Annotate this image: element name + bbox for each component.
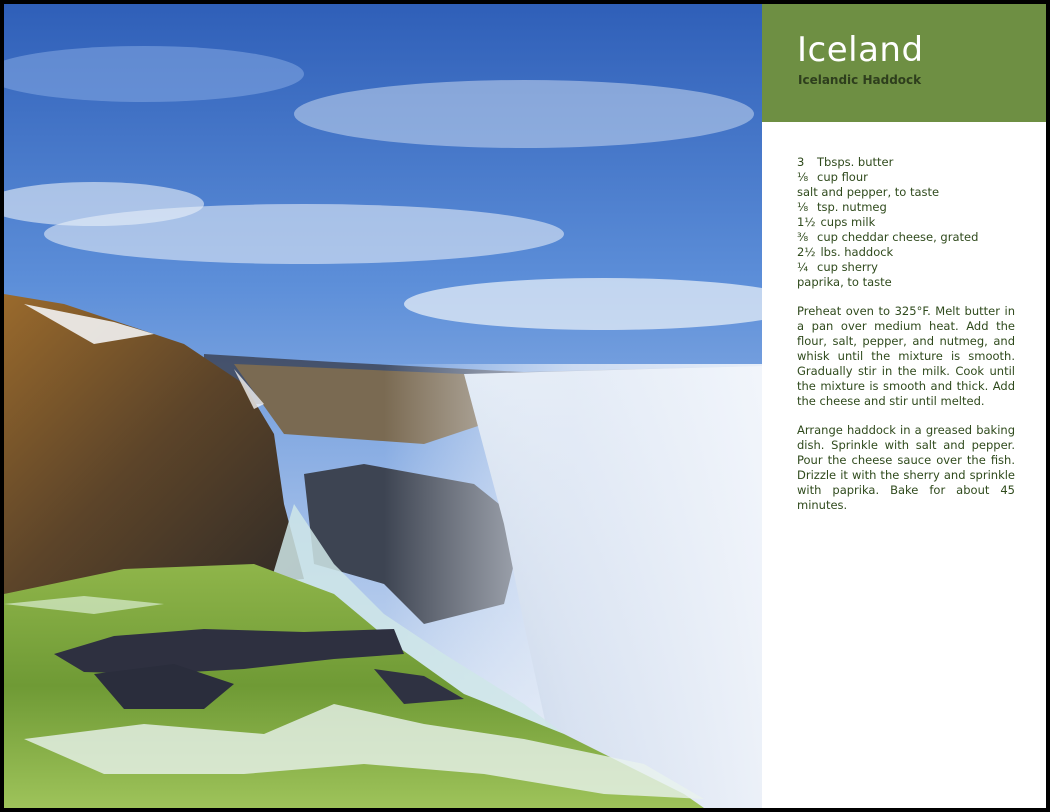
ingredient-item	[797, 275, 1015, 290]
ingredient-text: salt and pepper, to taste	[797, 185, 940, 199]
ingredient-text: cups milk	[820, 215, 876, 229]
ingredient-qty: ⅛	[797, 200, 809, 214]
title-banner	[762, 4, 1046, 122]
ingredient-qty: ⅛	[797, 170, 809, 184]
ingredient-qty: 1½	[797, 215, 816, 229]
ingredient-text: lbs. haddock	[820, 245, 894, 259]
ingredient-text: Tbsps. butter	[817, 155, 894, 169]
ingredient-item	[797, 245, 1015, 260]
ingredient-item	[797, 170, 1015, 185]
ingredient-text: cup flour	[817, 170, 868, 184]
recipe-title: Icelandic Haddock	[798, 73, 922, 87]
ingredient-qty: 3	[797, 155, 805, 169]
waterfall-canyon-photo	[4, 4, 762, 808]
ingredient-qty: 2½	[797, 245, 816, 259]
recipe-panel	[762, 4, 1046, 808]
ingredient-item	[797, 260, 1015, 275]
ingredient-item	[797, 230, 1015, 245]
instruction-step: Preheat oven to 325°F. Melt butter in a pan over medium heat. Add the flour, salt, pepper, and nutmeg, and whisk until the mixture is smooth. Gradually stir in the milk. Cook until the mixture is smooth and thick. Add the cheese and stir until melted.	[797, 304, 1015, 408]
ingredient-text: paprika, to taste	[797, 275, 892, 289]
ingredient-qty: ⅜	[797, 230, 809, 244]
ingredient-text: cup sherry	[817, 260, 878, 274]
ingredient-text: tsp. nutmeg	[817, 200, 887, 214]
ingredient-text: cup cheddar cheese, grated	[817, 230, 979, 244]
ingredient-item	[797, 185, 1015, 200]
recipe-body	[797, 155, 1015, 513]
ingredient-item	[797, 155, 1015, 170]
ingredient-item	[797, 200, 1015, 215]
page-title: Iceland	[797, 30, 924, 70]
ingredient-list	[797, 155, 1015, 290]
ingredient-item	[797, 215, 1015, 230]
instruction-step: Arrange haddock in a greased baking dish. Sprinkle with salt and pepper. Pour the cheese sauce over the fish. Drizzle it with the sherry and sprinkle with paprika. Bake for about 45 minutes.	[797, 423, 1015, 512]
ingredient-qty: ¼	[797, 260, 809, 274]
